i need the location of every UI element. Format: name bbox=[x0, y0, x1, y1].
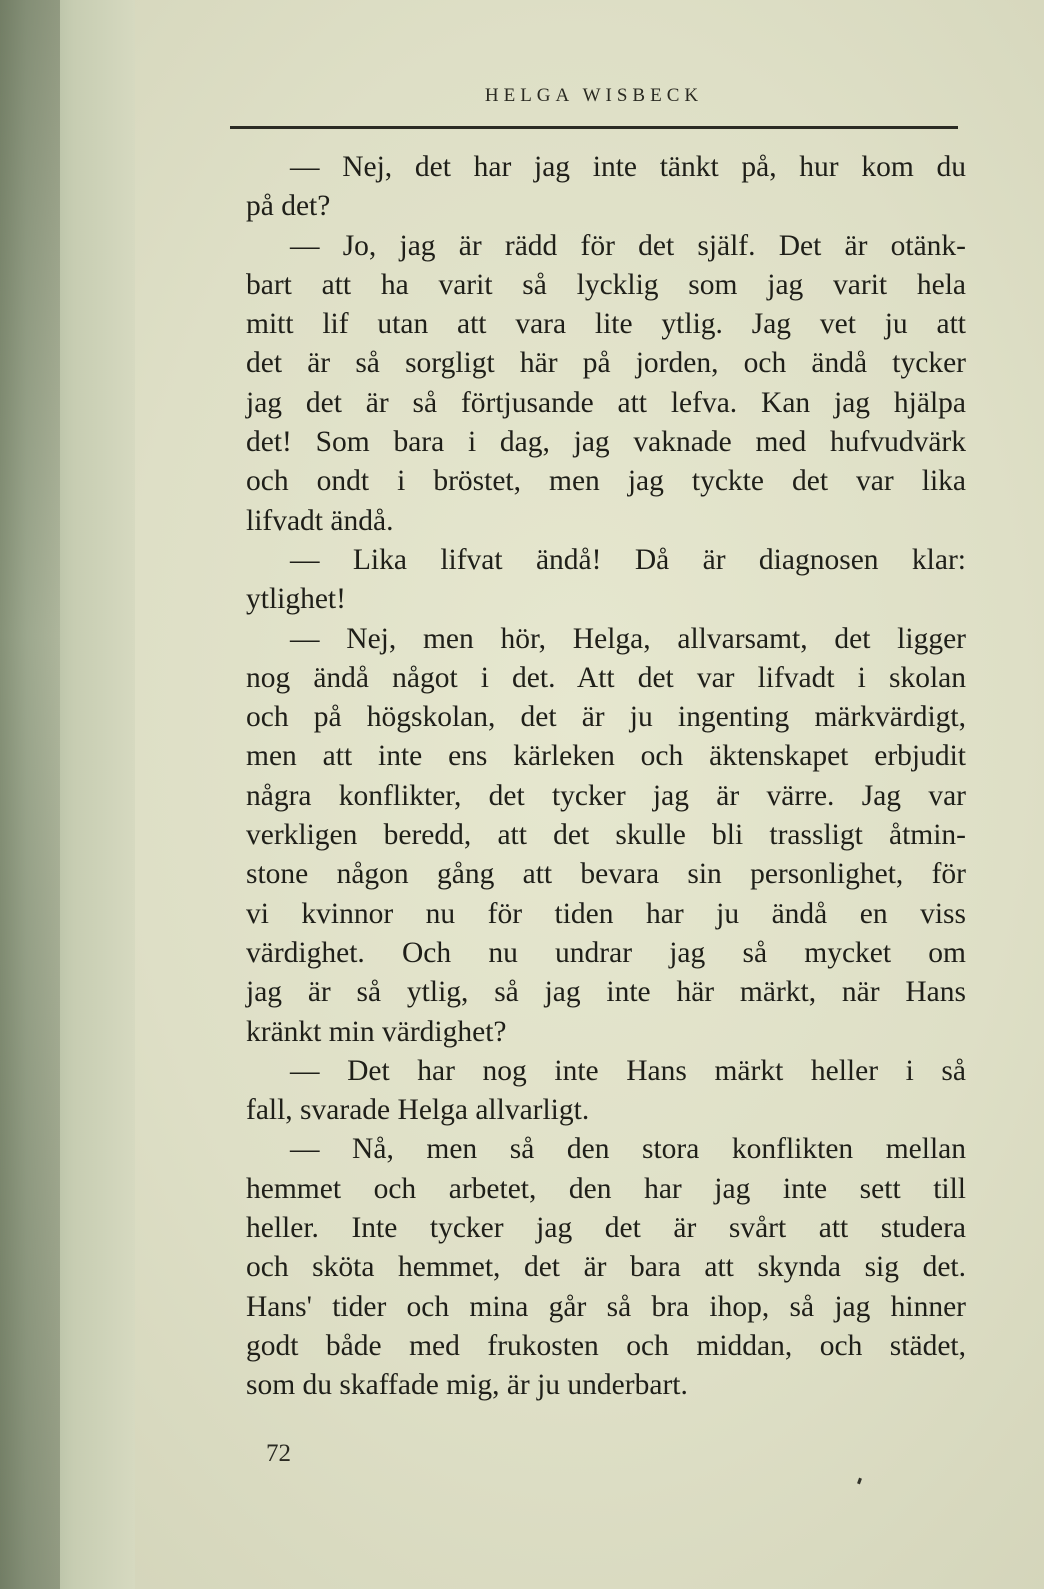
ink-speck bbox=[857, 1478, 862, 1485]
text-line: värdighet. Och nu undrar jag så mycket om bbox=[246, 936, 966, 969]
text-line: ytlighet! bbox=[246, 583, 346, 616]
text-line: — Jo, jag är rädd för det själf. Det är otänk- bbox=[290, 229, 966, 262]
text-line: på det? bbox=[246, 190, 331, 223]
text-line: — Nå, men så den stora konflikten mellan bbox=[290, 1133, 966, 1166]
text-line: det! Som bara i dag, jag vaknade med hufvudvärk bbox=[246, 426, 966, 459]
text-line: — Nej, men hör, Helga, allvarsamt, det ligger bbox=[290, 622, 966, 655]
text-line: stone någon gång att bevara sin personlighet, för bbox=[246, 858, 966, 891]
text-line: fall, svarade Helga allvarligt. bbox=[246, 1094, 590, 1127]
body-text bbox=[246, 148, 966, 1406]
text-line: och sköta hemmet, det är bara att skynda sig det. bbox=[246, 1251, 966, 1284]
gutter-shadow bbox=[0, 0, 60, 1589]
text-line: och ondt i bröstet, men jag tyckte det var lika bbox=[246, 465, 966, 498]
text-line: hemmet och arbetet, den har jag inte sett till bbox=[246, 1172, 966, 1205]
header-rule bbox=[230, 126, 958, 129]
running-header: HELGA WISBECK bbox=[484, 85, 704, 106]
text-line: Hans' tider och mina går så bra ihop, så jag hinner bbox=[246, 1290, 966, 1323]
text-line: heller. Inte tycker jag det är svårt att studera bbox=[246, 1212, 966, 1245]
text-line: godt både med frukosten och middan, och städet, bbox=[246, 1329, 966, 1362]
text-line: men att inte ens kärleken och äktenskapet erbjudit bbox=[246, 740, 966, 773]
text-line: kränkt min värdighet? bbox=[246, 1015, 507, 1048]
text-line: det är så sorgligt här på jorden, och ändå tycker bbox=[246, 347, 966, 380]
text-line: bart att ha varit så lycklig som jag varit hela bbox=[246, 268, 966, 301]
page-number: 72 bbox=[266, 1440, 291, 1467]
text-line: som du skaffade mig, är ju underbart. bbox=[246, 1369, 688, 1402]
text-line: verkligen beredd, att det skulle bli trassligt åtmin- bbox=[246, 819, 966, 852]
text-line: nog ändå något i det. Att det var lifvadt i skolan bbox=[246, 661, 966, 694]
text-line: — Nej, det har jag inte tänkt på, hur kom du bbox=[290, 151, 966, 183]
text-line: jag det är så förtjusande att lefva. Kan jag hjälpa bbox=[246, 386, 966, 419]
text-line: några konflikter, det tycker jag är värre. Jag var bbox=[246, 779, 966, 812]
text-line: — Det har nog inte Hans märkt heller i så bbox=[290, 1054, 966, 1087]
text-line: lifvadt ändå. bbox=[246, 504, 394, 537]
text-line: — Lika lifvat ändå! Då är diagnosen klar: bbox=[290, 543, 966, 576]
text-line: jag är så ytlig, så jag inte här märkt, när Hans bbox=[246, 976, 966, 1009]
text-line: vi kvinnor nu för tiden har ju ändå en viss bbox=[246, 897, 966, 930]
text-line: och på högskolan, det är ju ingenting märkvärdigt, bbox=[246, 701, 966, 734]
text-line: mitt lif utan att vara lite ytlig. Jag vet ju att bbox=[246, 308, 966, 341]
